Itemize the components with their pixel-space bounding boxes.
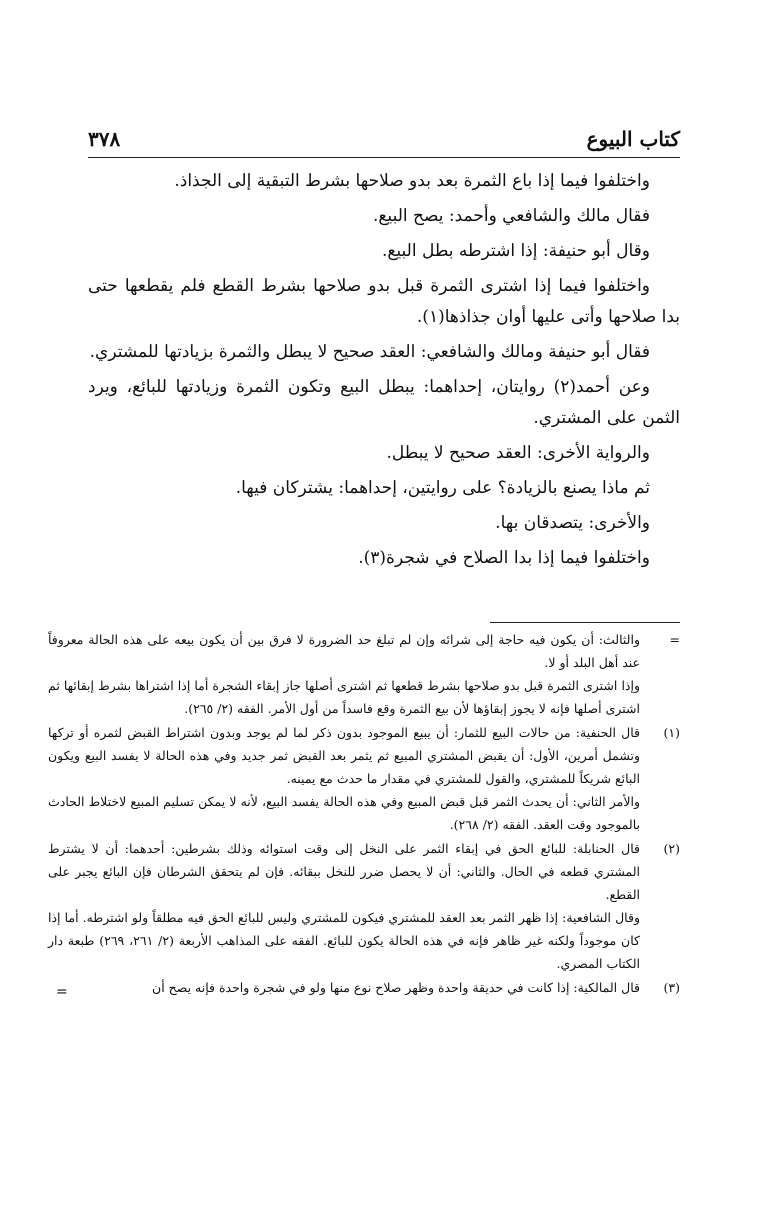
paragraph: واختلفوا فيما إذا اشترى الثمرة قبل بدو صلاحها بشرط القطع فلم يقطعها حتى بدا صلاحها وأتى عليها أوان جذاذها(١). [88,276,680,327]
main-text [88,166,680,578]
footnote-line: قال المالكية: إذا كانت في حديقة واحدة وظهر صلاح نوع منها ولو في شجرة واحدة فإنه يصح أن [152,980,640,995]
running-title: كتاب البيوع [586,127,680,151]
paragraph: والرواية الأخرى: العقد صحيح لا يبطل. [386,443,650,463]
footnote-line: وإذا اشترى الثمرة قبل بدو صلاحها بشرط قطعها ثم اشترى أصلها جاز إبقاء الشجرة أما إذا اشتراها بشرط إبقائها ثم اشترى أصلها فإنه لا يجوز إبقاؤها لأن بيع الثمرة وقع فاسداً من أول الأمر. الفقه (٢/ ٢٦٥). [48,678,640,716]
footnote-line: قال الحنفية: من حالات البيع للثمار: أن يبيع الموجود بدون ذكر لما لم يوجد وبدون اشتراط القبض لثمره أو تركها وتشمل أمرين، الأول: أن يقبض المشتري المبيع ثم يثمر بعد القبض ثمر جديد وفي هذه الحالة لا يفسد البيع ويكون البائع شريكاً للمشتري، والقول للمشتري في مقدار ما حدث مع يمينه. [48,725,640,786]
footnote-line: قال الحنابلة: للبائع الحق في إبقاء الثمر على النخل إلى وقت استوائه وذلك بشرطين: أحدهما: أن لا يشترط المشتري قطعه في الحال. والثاني: أن لا يحصل ضرر للنخل ببقائه. فإن لم يتحقق الشرطان فإن البائع يجبر على القطع. [48,841,640,902]
footnotes [48,628,680,1000]
footnote-line: وقال الشافعية: إذا ظهر الثمر بعد العقد للمشتري فيكون للمشتري وليس للبائع الحق فيه مطلقاً ولو اشترطه. أما إذا كان موجوداً ولكنه غير ظاهر فإنه في هذه الحالة يكون للبائع. الفقه على المذاهب الأربعة (٢/ ٢٦١، ٢٦٩) طبعة دار الكتاب المصري. [48,910,640,971]
paragraph: وعن أحمد(٢) روايتان، إحداهما: يبطل البيع وتكون الثمرة وزيادتها للبائع، ويرد الثمن على المشتري. [88,377,680,428]
paragraph: وقال أبو حنيفة: إذا اشترطه بطل البيع. [381,241,650,261]
paragraph: فقال مالك والشافعي وأحمد: يصح البيع. [372,206,650,226]
continuation-mark: = [56,984,68,1000]
paragraph: فقال أبو حنيفة ومالك والشافعي: العقد صحيح لا يبطل والثمرة بزيادتها للمشتري. [89,342,650,362]
paragraph: واختلفوا فيما إذا باع الثمرة بعد بدو صلاحها بشرط التبقية إلى الجذاذ. [174,171,650,191]
footnote-marker: = [669,632,680,647]
footnote-divider [490,622,680,623]
footnote-3 [48,976,680,999]
footnote-2 [48,837,680,975]
footnote-marker: (٣) [663,980,680,995]
page-number: ٣٧٨ [88,127,121,151]
footnote-marker: (١) [663,725,680,740]
footnote-1 [48,721,680,836]
footnote-line: والثالث: أن يكون فيه حاجة إلى شرائه وإن لم تبلغ حد الضرورة لا فرق بين أن يكون بيعه على هذه الحالة معروفاً عند أهل البلد أو لا. [48,632,640,670]
footnote-line: والأمر الثاني: أن يحدث الثمر قبل قبض المبيع وفي هذه الحالة يفسد البيع، لأنه لا يمكن تسليم المبيع لاختلاط الحادث بالموجود وقت العقد. الفقه (٢/ ٢٦٨). [48,794,640,832]
paragraph: ثم ماذا يصنع بالزيادة؟ على روايتين، إحداهما: يشتركان فيها. [235,478,650,498]
footnote-marker: (٢) [663,841,680,856]
paragraph: واختلفوا فيما إذا بدا الصلاح في شجرة(٣). [358,548,650,568]
footnote-continuation [48,628,680,720]
paragraph: والأخرى: يتصدقان بها. [495,513,650,533]
page-header [88,115,680,158]
